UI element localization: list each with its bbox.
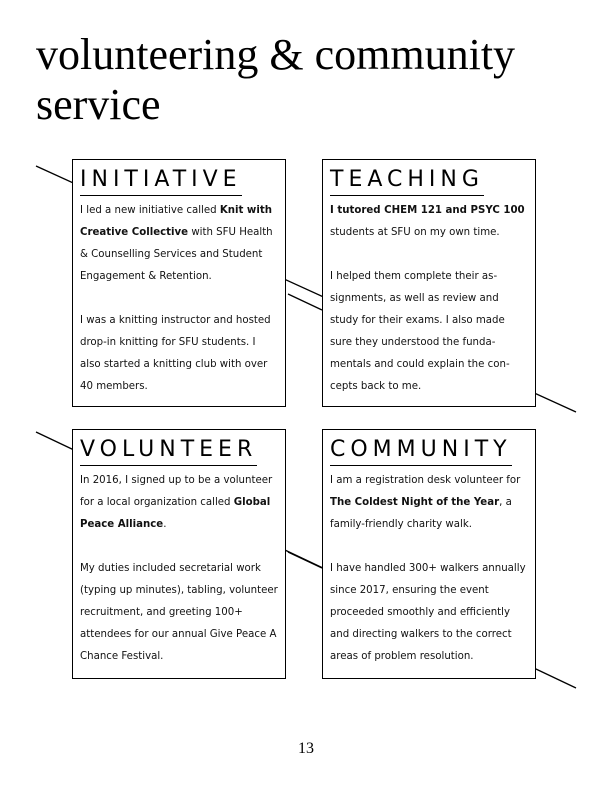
card-paragraph: In 2016, I signed up to be a volunteer for a local organization called Global Peace Alliance. [80, 475, 273, 530]
card-paragraph: I tutored CHEM 121 and PSYC 100 students at SFU on my own time. [330, 205, 525, 238]
page-title-line-1: volunteering & community [36, 30, 516, 79]
card-initiative [72, 159, 286, 407]
card-paragraph: My duties included secretarial work (typing up minutes), tabling, volunteer recruitment, and greeting 100+ attendees for our annual Give Peace A Chance Festival. [80, 563, 278, 662]
highlight-text: Global Peace Alliance [80, 497, 271, 530]
diagonal-line-bottom-2 [288, 552, 322, 568]
card-heading: TEACHING [330, 166, 484, 196]
highlight-text: Knit with Creative Collective [80, 205, 272, 238]
card-heading: INITIATIVE [80, 166, 242, 196]
card-teaching [322, 159, 536, 407]
card-paragraph: I led a new initiative called Knit with Creative Collective with SFU Health & Counselling Services and Student Engagement & Retention. [80, 205, 273, 282]
card-heading: COMMUNITY [330, 436, 512, 466]
highlight-text: I tutored CHEM 121 and PSYC 100 [330, 205, 525, 216]
diagonal-line-top-2 [288, 294, 322, 310]
page-number: 13 [298, 740, 314, 757]
highlight-text: The Coldest Night of the Year [330, 497, 500, 508]
card-community [322, 429, 536, 679]
card-paragraph: I was a knitting instructor and hosted drop-in knitting for SFU students. I also started a knitting club with over 40 members. [80, 315, 271, 392]
page-title-line-2: service [36, 80, 161, 129]
card-heading: VOLUNTEER [80, 436, 257, 466]
card-paragraph: I have handled 300+ walkers annually since 2017, ensuring the event proceeded smoothly and efficiently and directing walkers to the correct areas of problem resolution. [330, 563, 526, 662]
card-volunteer [72, 429, 286, 679]
card-paragraph: I helped them complete their assignments, as well as review and study for their exams. I also made sure they understood the fundamentals and could explain the concepts back to me. [330, 271, 510, 392]
card-paragraph: I am a registration desk volunteer for The Coldest Night of the Year, a family-friendly charity walk. [330, 475, 521, 530]
